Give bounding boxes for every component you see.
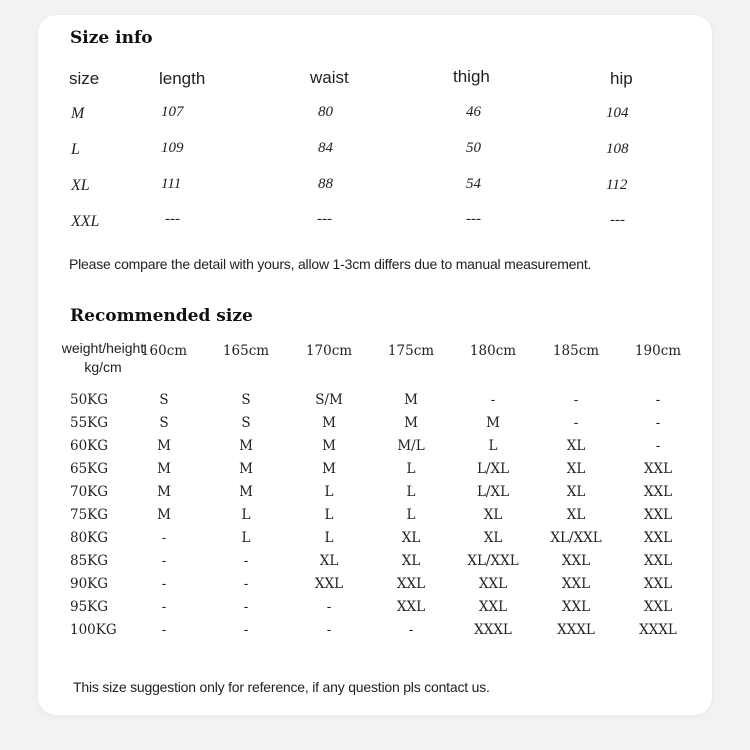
recommended-size-cell: - [243, 576, 249, 592]
recommended-size-cell: XXL [478, 599, 508, 615]
recommended-size-cell: S [159, 392, 169, 408]
measurement-note: Please compare the detail with yours, allow 1-3cm differs due to manual measurement. [69, 256, 592, 272]
weight-row-label: 80KG [70, 530, 109, 546]
recommended-size-cell: L [324, 507, 334, 523]
hip-cell: 112 [606, 177, 628, 193]
recommended-size-cell: - [326, 599, 332, 615]
recommended-size-cell: XXL [643, 461, 673, 477]
recommended-size-cell: XL/XXL [467, 553, 519, 569]
weight-row-label: 95KG [70, 599, 109, 615]
recommended-size-cell: XXL [396, 599, 426, 615]
weight-row-label: 90KG [70, 576, 109, 592]
weight-row-label: 60KG [70, 438, 109, 454]
recommended-size-cell: XXL [643, 599, 673, 615]
recommended-size-cell: XXL [396, 576, 426, 592]
recommended-size-cell: - [490, 392, 496, 408]
recommended-size-cell: M [239, 484, 253, 500]
recommended-size-cell: XL/XXL [550, 530, 602, 546]
recommended-size-cell: L [406, 461, 416, 477]
recommended-size-cell: XXL [643, 530, 673, 546]
length-cell: 109 [161, 140, 184, 156]
length-cell: 107 [161, 104, 184, 120]
recommended-size-cell: S [241, 415, 251, 431]
recommended-size-cell: - [573, 415, 579, 431]
recommended-size-cell: XXL [643, 576, 673, 592]
weight-row-label: 75KG [70, 507, 109, 523]
recommended-size-cell: - [161, 530, 167, 546]
recommended-size-cell: - [243, 622, 249, 638]
thigh-cell: 46 [466, 104, 481, 120]
height-column-header: 160cm [140, 343, 188, 359]
recommended-size-cell: - [655, 392, 661, 408]
recommended-size-cell: M [404, 415, 418, 431]
size-column-header: size [69, 69, 100, 88]
weight-row-label: 85KG [70, 553, 109, 569]
recommended-size-cell: M [322, 415, 336, 431]
recommended-size-cell: L [241, 507, 251, 523]
recommended-size-cell: XL [566, 461, 586, 477]
recommended-size-cell: M [157, 438, 171, 454]
recommended-size-cell: XXXL [474, 622, 512, 638]
height-column-header: 180cm [469, 343, 517, 359]
recommended-size-cell: XXL [561, 599, 591, 615]
recommended-size-cell: - [161, 553, 167, 569]
corner-line-2: kg/cm [84, 359, 122, 375]
size-cell: XXL [71, 213, 100, 230]
recommended-size-cell: - [243, 599, 249, 615]
height-column-header: 165cm [222, 343, 270, 359]
recommended-size-cell: L [406, 507, 416, 523]
recommended-size-cell: M [157, 507, 171, 523]
waist-cell: 80 [318, 104, 333, 120]
recommended-size-cell: M [322, 461, 336, 477]
weight-row-label: 100KG [70, 622, 117, 638]
length-cell: 111 [161, 176, 182, 192]
recommended-size-cell: - [161, 622, 167, 638]
size-cell: L [71, 141, 80, 158]
thigh-cell: 54 [466, 176, 481, 192]
hip-cell: --- [610, 212, 625, 228]
recommended-size-cell: XXL [643, 507, 673, 523]
thigh-cell: 50 [466, 140, 481, 156]
size-cell: XL [71, 177, 90, 194]
length-cell: --- [165, 211, 180, 227]
height-column-header: 185cm [552, 343, 600, 359]
recommended-size-cell: XL [401, 530, 421, 546]
hip-cell: 108 [606, 141, 629, 157]
recommended-size-cell: M/L [397, 438, 425, 454]
recommended-size-cell: XXL [643, 484, 673, 500]
recommended-size-cell: M [157, 484, 171, 500]
recommended-size-cell: XL [401, 553, 421, 569]
recommended-size-cell: M [157, 461, 171, 477]
recommended-size-cell: M [486, 415, 500, 431]
recommended-size-cell: - [161, 576, 167, 592]
recommended-size-cell: M [239, 438, 253, 454]
recommended-size-cell: XL [483, 507, 503, 523]
recommended-size-cell: XL [566, 438, 586, 454]
hip-cell: 104 [606, 105, 629, 121]
corner-line-1: weight/height [61, 340, 145, 356]
recommended-size-cell: L/XL [476, 484, 510, 500]
recommended-size-cell: S [241, 392, 251, 408]
thigh-cell: --- [466, 211, 481, 227]
recommended-size-cell: L [406, 484, 416, 500]
height-column-header: 170cm [305, 343, 353, 359]
recommended-size-cell: M [404, 392, 418, 408]
reference-note: This size suggestion only for reference, if any question pls contact us. [73, 679, 490, 695]
recommended-size-title: Recommended size [70, 306, 253, 326]
recommended-size-cell: XXXL [557, 622, 595, 638]
recommended-size-cell: XXL [643, 553, 673, 569]
weight-row-label: 55KG [70, 415, 109, 431]
recommended-size-cell: XXL [561, 553, 591, 569]
recommended-size-cell: S/M [315, 392, 343, 408]
waist-cell: 84 [318, 140, 333, 156]
recommended-size-cell: - [573, 392, 579, 408]
waist-cell: 88 [318, 176, 333, 192]
recommended-size-cell: L [324, 484, 334, 500]
height-column-header: 190cm [634, 343, 682, 359]
recommended-size-cell: XXXL [639, 622, 677, 638]
recommended-size-cell: XXL [314, 576, 344, 592]
recommended-size-cell: XL [566, 484, 586, 500]
recommended-size-cell: M [239, 461, 253, 477]
recommended-size-cell: L/XL [476, 461, 510, 477]
recommended-size-cell: - [161, 599, 167, 615]
recommended-size-cell: - [243, 553, 249, 569]
thigh-column-header: thigh [453, 67, 490, 86]
height-column-header: 175cm [387, 343, 435, 359]
waist-cell: --- [317, 211, 332, 227]
recommended-size-cell: XXL [478, 576, 508, 592]
recommended-size-cell: M [322, 438, 336, 454]
recommended-size-cell: - [326, 622, 332, 638]
recommended-size-cell: - [655, 438, 661, 454]
recommended-size-cell: L [488, 438, 498, 454]
recommended-size-cell: XXL [561, 576, 591, 592]
waist-column-header: waist [310, 68, 349, 87]
recommended-size-cell: XL [483, 530, 503, 546]
hip-column-header: hip [610, 69, 633, 88]
recommended-size-cell: - [408, 622, 414, 638]
weight-row-label: 65KG [70, 461, 109, 477]
weight-row-label: 70KG [70, 484, 109, 500]
recommended-size-cell: S [159, 415, 169, 431]
length-column-header: length [159, 69, 206, 88]
recommended-size-cell: - [655, 415, 661, 431]
recommended-size-cell: XL [319, 553, 339, 569]
size-info-title: Size info [70, 28, 153, 48]
recommended-size-cell: L [241, 530, 251, 546]
recommended-size-cell: L [324, 530, 334, 546]
size-cell: M [71, 105, 85, 122]
recommended-size-cell: XL [566, 507, 586, 523]
weight-row-label: 50KG [70, 392, 109, 408]
